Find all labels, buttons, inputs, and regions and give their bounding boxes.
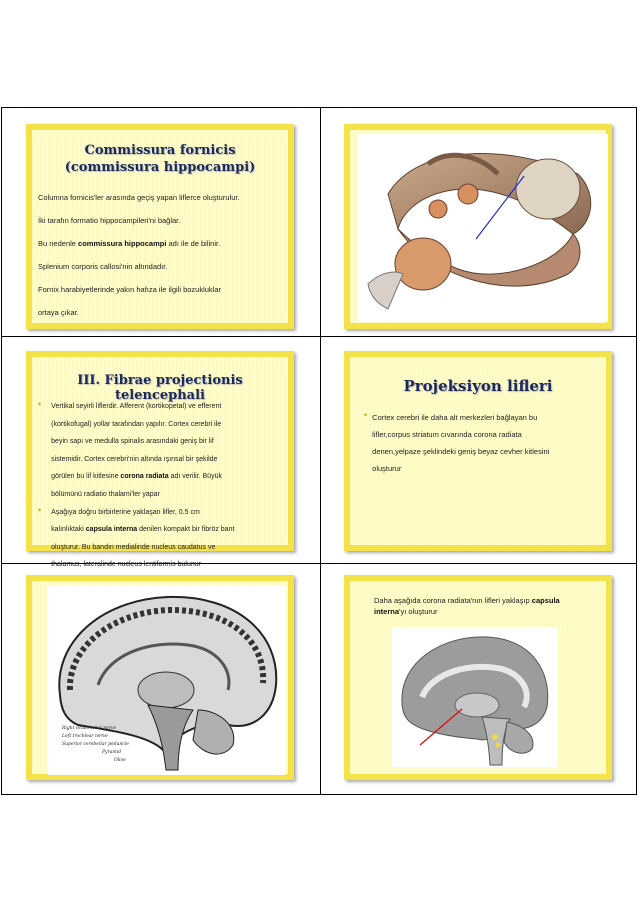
slide6-text: Daha aşağıda corona radiata'nın lifleri yaklaşıp capsula interna'yı oluşturur (374, 596, 560, 616)
slide3-bullet: • Aşağıya doğru birbirlerine yaklaşan lifler, 0.5 cm kalınlıktaki capsula interna denilen kompakt bir fibröz bant oluşturur. Bu bandın medialinde nucleus caudatus ve thalamus, lateralinde nucleus lentiformis bulunur (38, 504, 296, 574)
slide1-line: Columna fornicis'ler arasında geçiş yapan liflerce oluşturulur. (38, 193, 240, 202)
bullet-icon: • (38, 504, 42, 515)
fornix-image (358, 134, 608, 322)
slide3-title: III. Fibrae projectionis telencephali (77, 373, 243, 403)
slide1-line: Bu nedenle commissura hippocampi adı ile de bilinir. (38, 239, 221, 248)
brain-sagittal-image (392, 627, 558, 767)
brain-section-labels: Right oculomotor nerve Left trochlear nerve Superior cerebellar peduncle Pyramid Olive (62, 726, 129, 763)
slide-fornix-illustration (344, 124, 612, 329)
bullet-icon: • (364, 410, 368, 420)
slide4-body (364, 409, 610, 477)
slide1-line: İki tarafın formatio hippocampileri'ni bağlar. (38, 216, 181, 225)
brain-section-image (48, 585, 286, 775)
slide4-bullet: • Cortex cerebri ile daha alt merkezleri bağlayan bu lifler,corpus striatum cıvarında corona radiata denen,yelpaze şeklindeki geniş beyaz cevher kitlesini oluşturur (364, 409, 610, 477)
slide-capsula-interna (344, 575, 612, 780)
slide1-title-line1: Commissura fornicis (84, 143, 236, 158)
slide3-body (38, 398, 296, 574)
slide-projeksiyon-lifleri (344, 351, 612, 551)
grid-divider-vertical (320, 108, 321, 794)
grid-divider-row1 (2, 336, 636, 337)
slide1-body (38, 186, 296, 324)
slide1-line: Fornix harabiyetlerinde yakın hafıza ile ilgili bozukluklar (38, 285, 222, 294)
slide-brain-section (26, 575, 294, 780)
slide4-title: Projeksiyon lifleri (403, 377, 553, 395)
slide-fibrae-projectionis (26, 351, 294, 569)
slide1-line: Splenium corporis callosi'nin altındadır. (38, 262, 168, 271)
slide1-line: ortaya çıkar. (38, 308, 79, 317)
slide1-title-line2: (commissura hippocampi) (64, 160, 256, 175)
slide-commissura-fornicis (26, 124, 294, 329)
bullet-icon: • (38, 399, 42, 409)
slide3-bullet: • Vertikal seyirli liflerdir. Afferent (kortikopetal) ve efferent (kortikofugal) yollar tarafından yapılır. Cortex cerebri ile beyin sapı ve medulla spinalis arasındaki geniş bir lif sistemidir. Cortex cerebri'nin altında ışınsal bir şekilde görülen bu lif kitlesine corona radiata adı verilir. Büyük bölümünü radiatio thalami'ler yapar (38, 398, 296, 504)
